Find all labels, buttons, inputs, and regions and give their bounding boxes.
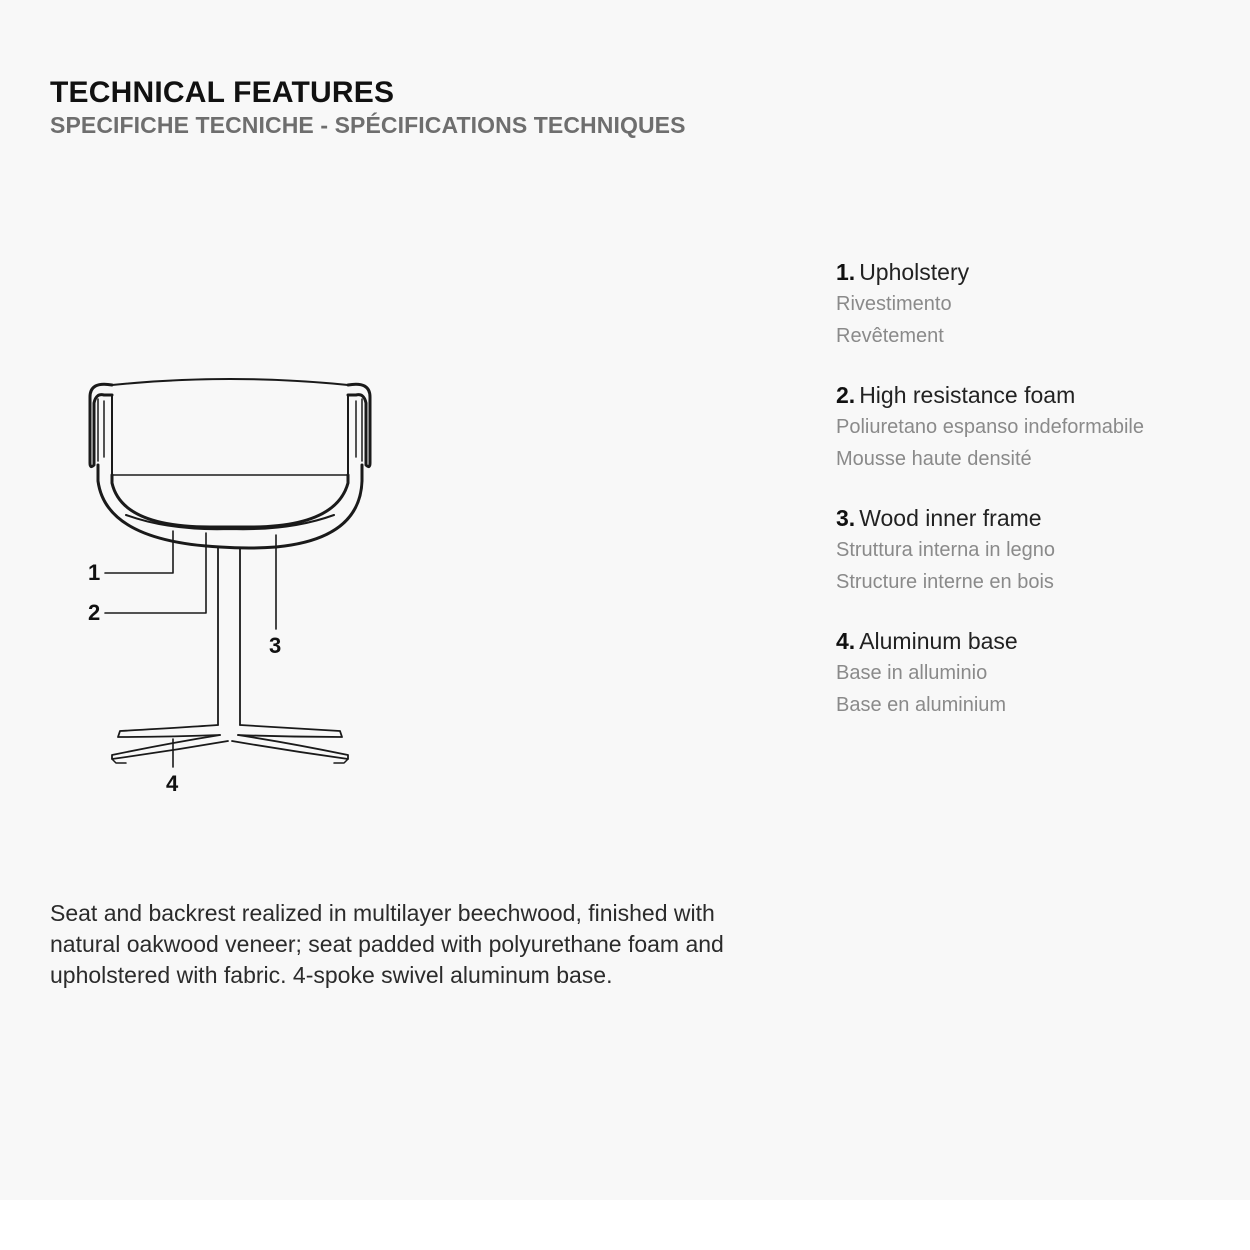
legend-label-en: High resistance foam (859, 382, 1076, 408)
page-subtitle: SPECIFICHE TECNICHE - SPÉCIFICATIONS TECHNIQUES (50, 112, 686, 138)
legend-label-en: Aluminum base (859, 628, 1018, 654)
callout-3: 3 (269, 633, 282, 658)
chair-diagram (60, 355, 400, 805)
legend-label-it: Rivestimento (836, 293, 952, 315)
legend-label-it: Base in alluminio (836, 662, 988, 684)
leader-line-1 (105, 531, 173, 573)
base-spoke-front-left (112, 735, 228, 759)
header (50, 76, 686, 140)
backrest-outline (112, 379, 348, 385)
callout-4: 4 (166, 771, 179, 796)
legend-label-fr: Mousse haute densité (836, 448, 1032, 470)
legend-number: 2. (836, 382, 856, 408)
product-description: Seat and backrest realized in multilayer beechwood, finished with natural oakwood veneer; seat padded with polyurethane foam and upholstered with fabric. 4-spoke swivel aluminum base. (50, 900, 724, 988)
legend-number: 3. (836, 505, 856, 531)
legend-label-it: Poliuretano espanso indeformabile (836, 416, 1144, 438)
legend-item-foam (836, 379, 1236, 475)
page-title: TECHNICAL FEATURES (50, 76, 395, 109)
chair-drawing (60, 355, 400, 805)
base-spoke-front-right (232, 735, 348, 759)
legend-label-fr: Base en aluminium (836, 694, 1007, 716)
legend-item-base (836, 625, 1236, 721)
legend-label-fr: Structure interne en bois (836, 571, 1054, 593)
right-armrest (348, 384, 370, 466)
legend-label-en: Wood inner frame (859, 505, 1042, 531)
legend-item-upholstery (836, 256, 1236, 352)
outer-shell (98, 465, 362, 548)
legend-label-fr: Revêtement (836, 325, 944, 347)
callout-2: 2 (88, 600, 101, 625)
legend-number: 1. (836, 259, 856, 285)
legend-number: 4. (836, 628, 856, 654)
legend-label-en: Upholstery (859, 259, 970, 285)
base-spoke-right (238, 725, 342, 737)
legend-label-it: Struttura interna in legno (836, 539, 1056, 561)
legend-item-frame (836, 502, 1236, 598)
legend (836, 256, 1236, 721)
callout-1: 1 (88, 560, 101, 585)
left-armrest (90, 384, 112, 466)
base-spoke-left (118, 725, 220, 737)
inner-shell (112, 475, 348, 527)
